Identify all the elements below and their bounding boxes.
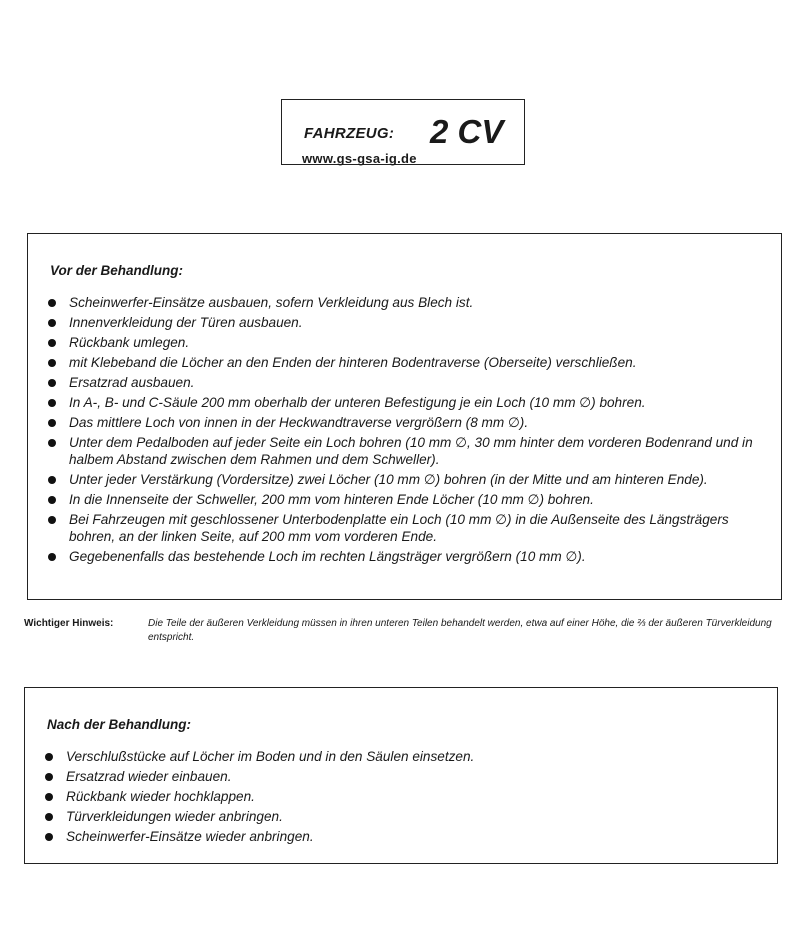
- list-item: Scheinwerfer-Einsätze ausbauen, sofern Verkleidung aus Blech ist.: [46, 294, 766, 311]
- after-treatment-heading: Nach der Behandlung:: [47, 717, 192, 732]
- vehicle-label: FAHRZEUG:: [304, 125, 395, 142]
- bullet-icon: [45, 773, 53, 781]
- list-item: In A-, B- und C-Säule 200 mm oberhalb der unteren Befestigung je ein Loch (10 mm ∅) bohren.: [46, 394, 766, 411]
- bullet-icon: [48, 299, 56, 307]
- list-item: mit Klebeband die Löcher an den Enden der hinteren Bodentraverse (Oberseite) verschließen.: [46, 354, 766, 371]
- list-item: Ersatzrad ausbauen.: [46, 374, 766, 391]
- bullet-icon: [45, 793, 53, 801]
- bullet-icon: [48, 496, 56, 504]
- bullet-icon: [45, 833, 53, 841]
- list-item: Rückbank umlegen.: [46, 334, 766, 351]
- list-item: Türverkleidungen wieder anbringen.: [43, 808, 763, 825]
- bullet-icon: [48, 553, 56, 561]
- list-item: Das mittlere Loch von innen in der Heckwandtraverse vergrößern (8 mm ∅).: [46, 414, 766, 431]
- list-item: In die Innenseite der Schweller, 200 mm vom hinteren Ende Löcher (10 mm ∅) bohren.: [46, 491, 766, 508]
- list-item: Ersatzrad wieder einbauen.: [43, 768, 763, 785]
- before-treatment-box: [27, 233, 782, 600]
- list-item: Bei Fahrzeugen mit geschlossener Unterbodenplatte ein Loch (10 mm ∅) in die Außenseite des Längsträgers bohren, an der linken Seite, auf 200 mm vom vorderen Ende.: [46, 511, 766, 545]
- list-item: Rückbank wieder hochklappen.: [43, 788, 763, 805]
- bullet-icon: [45, 753, 53, 761]
- bullet-icon: [48, 359, 56, 367]
- bullet-icon: [48, 379, 56, 387]
- vehicle-title-box: [281, 99, 525, 165]
- list-item: Unter dem Pedalboden auf jeder Seite ein Loch bohren (10 mm ∅, 30 mm hinter dem vorderen Bodenrand und in halbem Abstand zwischen dem Rahmen und dem Schweller).: [46, 434, 766, 468]
- website-url: www.gs-gsa-ig.de: [302, 151, 417, 166]
- after-treatment-box: [24, 687, 778, 864]
- bullet-icon: [48, 516, 56, 524]
- bullet-icon: [48, 399, 56, 407]
- bullet-icon: [48, 476, 56, 484]
- bullet-icon: [48, 339, 56, 347]
- before-treatment-heading: Vor der Behandlung:: [50, 263, 184, 278]
- after-treatment-list: [43, 748, 763, 848]
- vehicle-model: 2 CV: [430, 113, 504, 150]
- bullet-icon: [48, 439, 56, 447]
- list-item: Unter jeder Verstärkung (Vordersitze) zwei Löcher (10 mm ∅) bohren (in der Mitte und am hinteren Ende).: [46, 471, 766, 488]
- list-item: Scheinwerfer-Einsätze wieder anbringen.: [43, 828, 763, 845]
- list-item: Verschlußstücke auf Löcher im Boden und in den Säulen einsetzen.: [43, 748, 763, 765]
- bullet-icon: [45, 813, 53, 821]
- important-note-text: Die Teile der äußeren Verkleidung müssen in ihren unteren Teilen behandelt werden, etwa auf einer Höhe, die ⅔ der äußeren Türverkleidung entspricht.: [148, 618, 772, 643]
- list-item: Innenverkleidung der Türen ausbauen.: [46, 314, 766, 331]
- before-treatment-list: [46, 294, 766, 568]
- bullet-icon: [48, 319, 56, 327]
- list-item: Gegebenenfalls das bestehende Loch im rechten Längsträger vergrößern (10 mm ∅).: [46, 548, 766, 565]
- bullet-icon: [48, 419, 56, 427]
- important-note-label: Wichtiger Hinweis:: [24, 618, 114, 629]
